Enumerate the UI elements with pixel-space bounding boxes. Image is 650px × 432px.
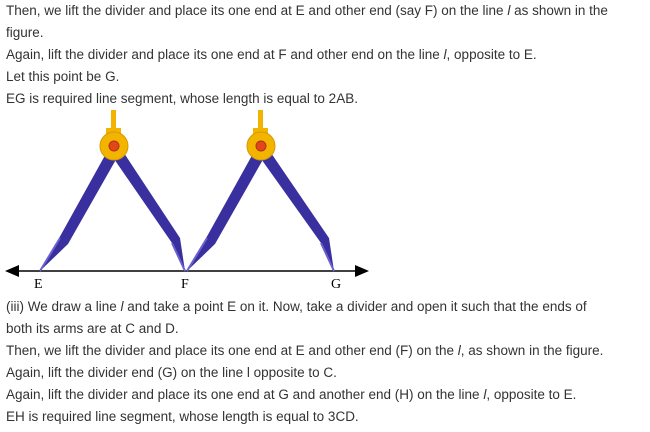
right-arrowhead — [355, 265, 369, 277]
text-line: Again, lift the divider and place its one end at F and other end on the line l, opposite to E. — [6, 47, 537, 62]
point-label-f: F — [181, 277, 189, 292]
text-line: (iii) We draw a line l and take a point E on it. Now, take a divider and open it such that the ends of — [6, 299, 587, 314]
text-line: figure. — [6, 25, 44, 40]
point-label-e: E — [34, 277, 43, 292]
text-line: EG is required line segment, whose length is equal to 2AB. — [6, 91, 358, 106]
text-line: both its arms are at C and D. — [6, 321, 179, 336]
text-line: Again, lift the divider end (G) on the line l opposite to C. — [6, 365, 337, 380]
text-line: Again, lift the divider and place its one end at G and another end (H) on the line l, opposite to E. — [6, 387, 577, 402]
divider-2 — [187, 110, 334, 271]
text-line: Let this point be G. — [6, 69, 120, 84]
left-arrowhead — [5, 265, 19, 277]
text-line: Then, we lift the divider and place its one end at E and other end (say F) on the line l as shown in the — [6, 3, 608, 18]
divider-diagram — [0, 108, 390, 293]
divider-1 — [40, 110, 185, 271]
divider-arm-right — [112, 150, 185, 271]
text-line: Then, we lift the divider and place its one end at E and other end (F) on the l, as shown in the figure. — [6, 343, 604, 358]
text-line: EH is required line segment, whose length is equal to 3CD. — [6, 409, 359, 424]
divider-arm-right — [259, 150, 334, 271]
point-label-g: G — [331, 277, 342, 292]
